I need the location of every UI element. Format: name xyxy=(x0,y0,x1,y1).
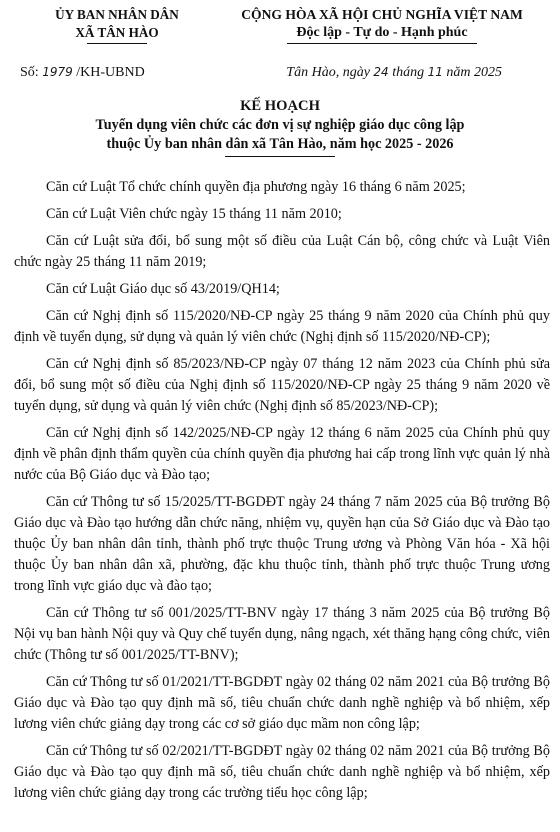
document-subtitle-line2: thuộc Ủy ban nhân dân xã Tân Hào, năm học 2025 - 2026 xyxy=(106,136,454,152)
legal-basis-paragraph: Căn cứ Thông tư số 01/2021/TT-BGDĐT ngày 02 tháng 02 năm 2021 của Bộ trưởng Bộ Giáo dục và Đào tạo quy định mã số, tiêu chuẩn chức danh nghề nghiệp và bổ nhiệm, xếp lương viên chức giảng dạy trong các cơ sở giáo dục mầm non công lập; xyxy=(14,674,550,732)
document-number xyxy=(20,65,145,81)
legal-basis-paragraph: Căn cứ Nghị định số 142/2025/NĐ-CP ngày 12 tháng 6 năm 2025 của Chính phủ quy định về phân định thẩm quyền của chính quyền địa phương hai cấp trong lĩnh vực quản lý nhà nước của Bộ Giáo dục và Đào tạo; xyxy=(14,425,550,483)
legal-basis-paragraph: Căn cứ Thông tư số 02/2021/TT-BGDĐT ngày 02 tháng 02 năm 2021 của Bộ trưởng Bộ Giáo dục và Đào tạo quy định mã số, tiêu chuẩn chức danh nghề nghiệp và bổ nhiệm, xếp lương viên chức giảng dạy trong các trường tiểu học công lập; xyxy=(14,743,550,801)
month-handwritten: 11 xyxy=(427,65,443,79)
title-underline xyxy=(225,156,335,157)
legal-basis-paragraph: Căn cứ Nghị định số 115/2020/NĐ-CP ngày 25 tháng 9 năm 2020 của Chính phủ quy định về tuyển dụng, sử dụng và quản lý viên chức (Nghị định số 115/2020/NĐ-CP); xyxy=(14,308,550,345)
nation-name: CỘNG HÒA XÃ HỘI CHỦ NGHĨA VIỆT NAM xyxy=(241,7,523,22)
month-label: tháng xyxy=(392,65,425,80)
issuing-organization xyxy=(22,6,212,44)
year-text: năm 2025 xyxy=(446,65,502,80)
legal-basis-paragraph: Căn cứ Luật sửa đổi, bổ sung một số điều của Luật Cán bộ, công chức và Luật Viên chức ngày 25 tháng 11 năm 2019; xyxy=(14,233,550,270)
national-motto: Độc lập - Tự do - Hạnh phúc xyxy=(296,25,468,40)
document-body xyxy=(14,177,550,810)
docno-prefix: Số: xyxy=(20,65,39,80)
document-title: KẾ HOẠCH xyxy=(240,98,320,114)
document-title-block xyxy=(0,97,560,157)
motto-underline xyxy=(287,43,477,44)
document-header xyxy=(0,6,560,66)
legal-basis-paragraph: Căn cứ Luật Viên chức ngày 15 tháng 11 năm 2010; xyxy=(46,206,342,222)
legal-basis-paragraph: Căn cứ Thông tư số 15/2025/TT-BGDĐT ngày 24 tháng 7 năm 2025 của Bộ trưởng Bộ Giáo dục và Đào tạo hướng dẫn chức năng, nhiệm vụ, quyền hạn của Sở Giáo dục và Đào tạo thuộc Ủy ban nhân dân tỉnh, thành phố trực thuộc Trung ương và Phòng Văn hóa - Xã hội thuộc Ủy ban nhân dân xã, phường, đặc khu thuộc tỉnh, thành phố trực thuộc Trung ương trong lĩnh vực giáo dục và đào tạo; xyxy=(14,494,550,594)
org-underline xyxy=(87,43,147,44)
legal-basis-paragraph: Căn cứ Luật Giáo dục số 43/2019/QH14; xyxy=(46,281,280,297)
legal-basis-paragraph: Căn cứ Thông tư số 001/2025/TT-BNV ngày 17 tháng 3 năm 2025 của Bộ trưởng Bộ Nội vụ ban hành Nội quy và Quy chế tuyển dụng, nâng ngạch, xét thăng hạng công chức, viên chức (Thông tư số 001/2025/TT-BNV); xyxy=(14,605,550,663)
document-subtitle-line1: Tuyển dụng viên chức các đơn vị sự nghiệp giáo dục công lập xyxy=(95,117,465,133)
national-heading xyxy=(212,6,552,44)
docno-suffix: /KH-UBND xyxy=(76,65,145,80)
day-handwritten: 24 xyxy=(373,65,389,79)
docno-handwritten: 1979 xyxy=(42,65,73,79)
place-text: Tân Hào, ngày xyxy=(286,65,370,80)
place-date xyxy=(286,65,502,81)
legal-basis-paragraph: Căn cứ Luật Tổ chức chính quyền địa phương ngày 16 tháng 6 năm 2025; xyxy=(46,179,466,195)
legal-basis-paragraph: Căn cứ Nghị định số 85/2023/NĐ-CP ngày 07 tháng 12 năm 2023 của Chính phủ sửa đổi, bổ sung một số điều của Nghị định số 115/2020/NĐ-CP ngày 25 tháng 9 năm 2020 về tuyển dụng, sử dụng và quản lý viên chức (Nghị định số 85/2023/NĐ-CP); xyxy=(14,356,550,414)
org-commune: XÃ TÂN HÀO xyxy=(75,25,159,40)
org-name: ỦY BAN NHÂN DÂN xyxy=(55,7,179,22)
